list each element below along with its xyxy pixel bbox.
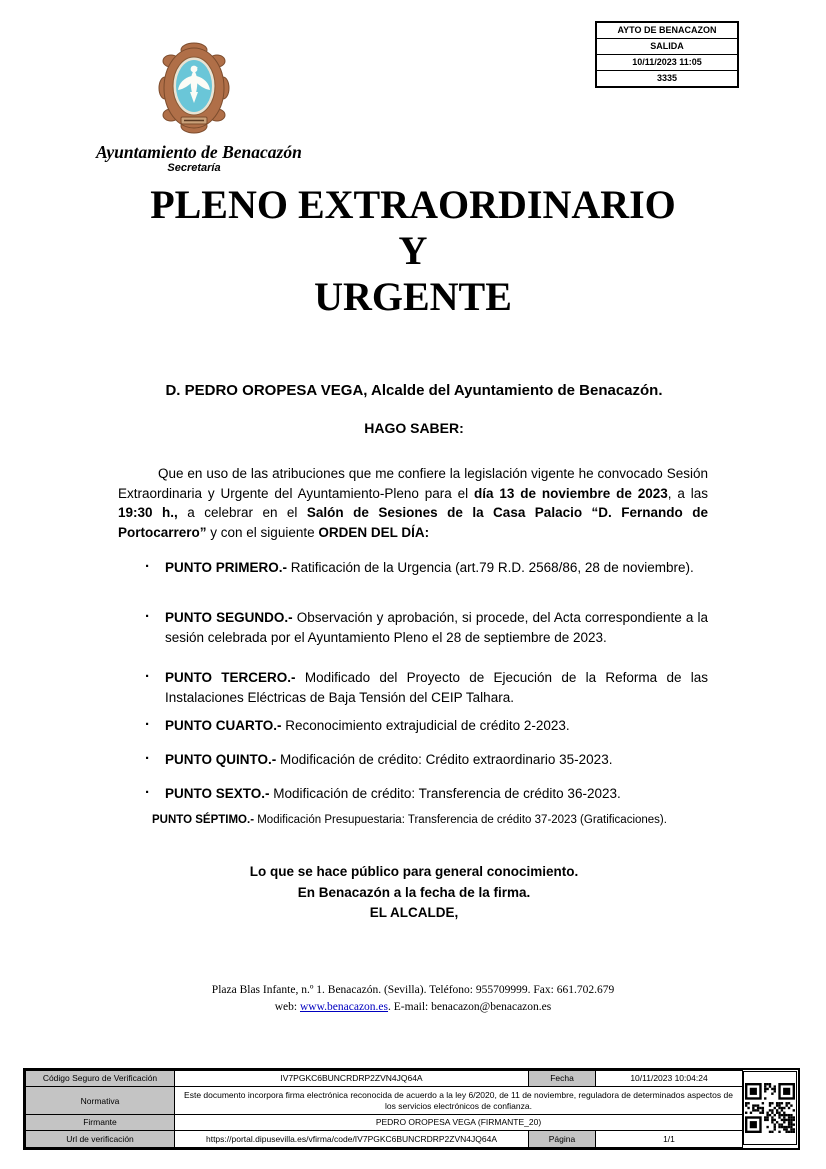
verification-strip (23, 1068, 800, 1150)
session-date: día 13 de noviembre de 2023 (474, 485, 668, 501)
closing-line-3: EL ALCALDE, (369, 905, 459, 920)
footer-web-link[interactable]: www.benacazon.es (299, 1000, 389, 1013)
agenda-item-3 (118, 668, 708, 707)
footer-email-prefix: . E-mail: (388, 1000, 432, 1013)
agenda-item-text: Ratificación de la Urgencia (art.79 R.D. 2568/86, 28 de noviembre). (287, 560, 694, 575)
footer-contact-line (0, 999, 826, 1016)
session-time: 19:30 h., (118, 505, 178, 520)
footer-email: benacazon@benacazon.es (431, 1000, 552, 1013)
agenda-item-label: PUNTO SÉPTIMO.- (152, 814, 255, 826)
agenda-item-text: Modificación Presupuestaria: Transferencia de crédito 37-2023 (Gratificaciones). (254, 814, 667, 826)
closing-line-1: Lo que se hace público para general conocimiento. (249, 864, 579, 879)
intro-paragraph (118, 464, 708, 542)
agenda-item-text: Modificado del Proyecto de Ejecución de la Reforma de las Instalaciones Eléctricas de Baja Tensión del CEIP Talhara. (165, 670, 708, 705)
stamp-number: 3335 (597, 70, 737, 86)
footer-web-prefix: web: (274, 1000, 300, 1013)
agenda-item-label: PUNTO SEXTO.- (165, 786, 270, 801)
url-value[interactable]: https://portal.dipusevilla.es/vfirma/code/IV7PGKC6BUNCRDRP2ZVN4JQ64A (175, 1130, 529, 1147)
firmante-value: PEDRO OROPESA VEGA (FIRMANTE_20) (175, 1115, 743, 1130)
closing-block (118, 862, 710, 924)
fecha-label: Fecha (529, 1071, 596, 1087)
pagina-value: 1/1 (596, 1130, 743, 1147)
qr-code (743, 1071, 797, 1145)
agenda-item-7 (152, 812, 706, 829)
normativa-label: Normativa (26, 1087, 175, 1115)
title-line-1: PLENO EXTRAORDINARIO (150, 182, 676, 227)
agenda-item-label: PUNTO SEGUNDO.- (165, 610, 293, 625)
paragraph-text: Que en uso de las atribuciones que me confiere la legislación vigente he convocado Sesión Extraordinaria y Urgente del Ayuntamiento-Pleno para el (118, 466, 708, 501)
title-line-3: URGENTE (314, 274, 512, 319)
footer-address-line: Plaza Blas Infante, n.º 1. Benacazón. (Sevilla). Teléfono: 955709999. Fax: 661.702.679 (211, 984, 615, 996)
agenda-item-1 (118, 558, 708, 578)
csv-value: IV7PGKC6BUNCRDRP2ZVN4JQ64A (175, 1071, 529, 1087)
firmante-label: Firmante (26, 1115, 175, 1130)
fecha-value: 10/11/2023 10:04:24 (596, 1071, 743, 1087)
exit-stamp (595, 21, 739, 88)
agenda-item-5 (118, 750, 708, 770)
paragraph-text: , a las (667, 485, 708, 501)
org-department: Secretaría (167, 162, 221, 174)
agenda-item-text: Modificación de crédito: Crédito extraordinario 35-2023. (276, 752, 613, 767)
bullet-icon: · (145, 750, 150, 767)
bullet-icon: · (145, 716, 150, 733)
normativa-value: Este documento incorpora firma electrónica reconocida de acuerdo a la ley 6/2020, de 11 de noviembre, reguladora de determinados aspectos de los servicios electrónicos de confianza. (175, 1087, 743, 1115)
agenda-item-4 (118, 716, 708, 736)
stamp-type: SALIDA (597, 38, 737, 54)
agenda-item-6 (118, 784, 708, 804)
agenda-item-text: Reconocimiento extrajudicial de crédito 2-2023. (281, 718, 570, 733)
verification-table (25, 1070, 743, 1148)
agenda-item-text: Observación y aprobación, si procede, del Acta correspondiente a la sesión celebrada por el Ayuntamiento Pleno el 28 de septiembre de 2023. (165, 610, 708, 645)
paragraph-text: y con el siguiente (206, 524, 319, 540)
agenda-item-2 (118, 608, 708, 647)
logo-block (96, 40, 302, 175)
bullet-icon: · (145, 608, 150, 625)
agenda-item-label: PUNTO CUARTO.- (165, 718, 282, 733)
bullet-icon: · (145, 558, 150, 575)
agenda-item-label: PUNTO TERCERO.- (165, 670, 296, 685)
agenda-item-label: PUNTO PRIMERO.- (165, 560, 288, 575)
agenda-item-text: Modificación de crédito: Transferencia de crédito 36-2023. (269, 786, 621, 801)
bullet-icon: · (145, 784, 150, 801)
stamp-datetime: 10/11/2023 11:05 (597, 54, 737, 70)
session-place: Salón de Sesiones de la Casa Palacio “D. Fernando de Portocarrero” (118, 505, 708, 540)
stamp-office: AYTO DE BENACAZON (617, 25, 717, 35)
url-label: Url de verificación (26, 1130, 175, 1147)
pagina-label: Página (529, 1130, 596, 1147)
town-crest-icon (157, 40, 231, 136)
csv-label: Código Seguro de Verificación (26, 1071, 175, 1087)
hago-saber-heading: HAGO SABER: (364, 420, 464, 436)
closing-line-2: En Benacazón a la fecha de la firma. (297, 884, 531, 900)
org-name: Ayuntamiento de Benacazón (96, 142, 302, 162)
bullet-icon: · (145, 668, 150, 685)
title-line-2: Y (398, 228, 428, 273)
paragraph-text: a celebrar en el (177, 505, 307, 520)
orden-del-dia-label: ORDEN DEL DÍA: (318, 524, 430, 540)
footer-address (0, 982, 826, 1015)
document-title (0, 182, 826, 320)
author-name: D. PEDRO OROPESA VEGA (165, 382, 364, 399)
agenda-item-label: PUNTO QUINTO.- (165, 752, 277, 767)
author-role: , Alcalde del Ayuntamiento de Benacazón. (363, 382, 663, 399)
author-line (118, 382, 710, 399)
